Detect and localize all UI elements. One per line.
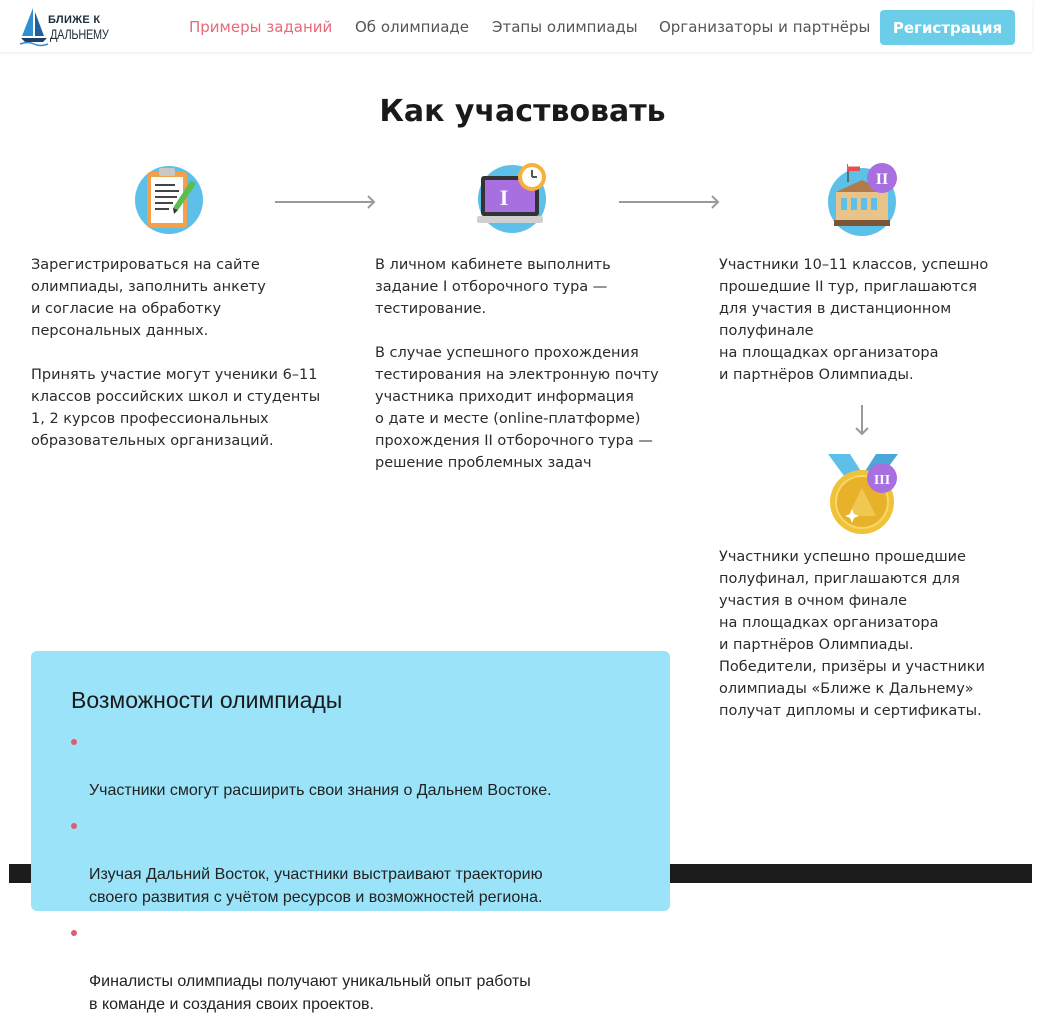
logo[interactable] [20,6,110,48]
step-3-paragraph: Участники 10–11 классов, успешно прошедшие II тур, приглашаются для участия в дистанционном полуфинале на площадках организатора и партнёров Олимпиады. [719,257,989,383]
arrow-down-icon [855,404,869,442]
bullet-icon [71,930,77,936]
section-title: Как участвовать [379,94,666,129]
nav-organizers[interactable]: Организаторы и партнёры [659,18,871,36]
list-item-text: Изучая Дальний Восток, участники выстраивают траекторию своего развития с учётом ресурсов и возможностей региона. [89,866,543,906]
bullet-icon [71,739,77,745]
step-2-paragraph: В случае успешного прохождения тестирования на электронную почту участника приходит информация о дате и месте (online-платформе) прохождения II отборочного тура — решение проблемных задач [375,345,659,471]
laptop-timer-icon [477,160,551,240]
logo-text-bottom: ДАЛЬНЕМУ [50,26,109,42]
list-item [71,817,651,909]
step-1-paragraph: Принять участие могут ученики 6–11 классов российских школ и студенты 1, 2 курсов профессиональных образовательных организаций. [31,367,321,449]
opportunities-list [71,733,651,1031]
building-icon [826,162,902,242]
nav-about[interactable]: Об олимпиаде [355,18,470,36]
nav-stages[interactable]: Этапы олимпиады [492,18,638,36]
arrow-right-icon [274,194,378,213]
register-button[interactable]: Регистрация [880,10,1015,45]
logo-text-top: БЛИЖЕ К [48,14,101,26]
list-item-text: Финалисты олимпиады получают уникальный опыт работы в команде и создания своих проектов. [89,973,531,1013]
clipboard-icon [133,164,205,240]
step-3-text [719,254,1019,408]
opportunities-card [31,651,670,1013]
step-4-paragraph: Участники успешно прошедшие полуфинал, приглашаются для участия в очном финале на площадках организатора и партнёров Олимпиады. Победители, призёры и участники олимпиады «Ближе к Дальнему» получат дипломы и сертификаты. [719,549,985,719]
list-item-text: Участники смогут расширить свои знания о Дальнем Востоке. [89,782,552,799]
sailboat-logo-icon [20,6,50,46]
site-header [0,0,1032,52]
badge-iii-text: III [873,473,891,488]
nav-examples[interactable]: Примеры заданий [189,18,333,36]
step-2-text [375,254,675,496]
badge-ii-text: II [875,171,889,188]
list-item [71,733,651,802]
step-1-paragraph: Зарегистрироваться на сайте олимпиады, заполнить анкету и согласие на обработку персональных данных. [31,257,266,339]
step-1-text [31,254,331,474]
step-4-text [719,546,1019,744]
list-item [71,924,651,1016]
arrow-right-icon [618,194,722,213]
medal-icon [826,454,902,540]
step-2-paragraph: В личном кабинете выполнить задание I отборочного тура — тестирование. [375,257,611,317]
svg-text:I: I [499,185,509,210]
bullet-icon [71,823,77,829]
opportunities-title: Возможности олимпиады [71,687,343,713]
